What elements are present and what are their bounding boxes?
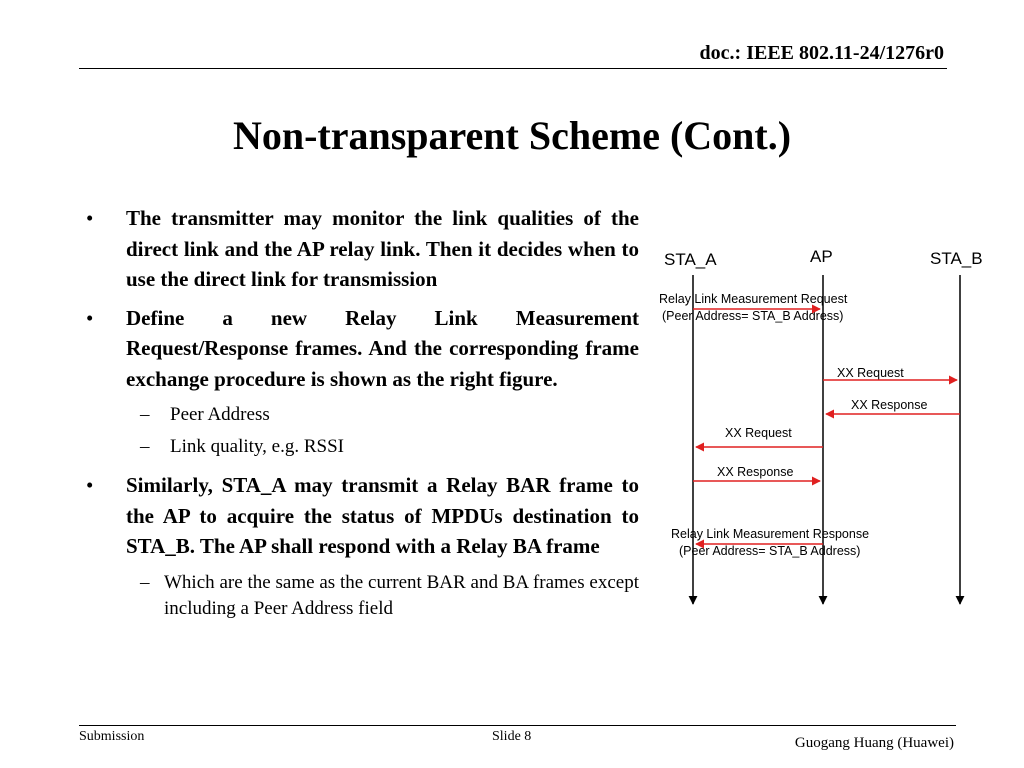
- rlm-response-label: Relay Link Measurement Response: [671, 527, 870, 541]
- xx-request-ap-stab-label: XX Request: [837, 366, 904, 380]
- bullet-marker: •: [86, 473, 94, 497]
- xx-request-ap-staa-label: XX Request: [725, 426, 792, 440]
- bullet-item: [86, 203, 639, 295]
- rlm-response-peer-label: (Peer Address= STA_B Address): [679, 544, 861, 558]
- entity-label-ap: AP: [810, 247, 833, 266]
- sequence-diagram: [650, 240, 1000, 620]
- bullet-item: [86, 303, 639, 395]
- sub-bullet-item: [86, 402, 639, 428]
- bullet-marker: •: [86, 305, 94, 330]
- bullet-text: Define a new Relay Link Measurement Request/Response frames. And the corresponding frame exchange procedure is shown as the right figure.: [126, 305, 639, 391]
- document-id: doc.: IEEE 802.11-24/1276r0: [699, 42, 944, 64]
- rlm-request-label: Relay Link Measurement Request: [659, 292, 848, 306]
- sub-bullet-text: Link quality, e.g. RSSI: [170, 436, 344, 457]
- sub-bullet-marker: –: [140, 404, 150, 425]
- bullet-text: The transmitter may monitor the link qualities of the direct link and the AP relay link. Then it decides when to use the direct link for transmission: [126, 206, 639, 291]
- header-divider: [79, 68, 947, 69]
- bullet-item: [86, 470, 639, 562]
- sub-bullet-item: [86, 570, 639, 622]
- rlm-request-peer-label: (Peer Address= STA_B Address): [662, 309, 844, 323]
- sub-bullet-text: Peer Address: [170, 404, 270, 425]
- slide-title: Non-transparent Scheme (Cont.): [232, 113, 792, 158]
- footer-slide-number: Slide 8: [492, 729, 532, 744]
- bullet-list: [86, 203, 639, 628]
- sub-bullet-text: Which are the same as the current BAR and BA frames except including a Peer Address field: [164, 571, 639, 619]
- sub-bullet-marker: –: [140, 436, 150, 457]
- sub-bullet-item: [86, 434, 639, 460]
- sub-bullet-marker: –: [140, 571, 150, 593]
- xx-response-stab-ap-label: XX Response: [851, 398, 928, 412]
- bullet-text: Similarly, STA_A may transmit a Relay BAR frame to the AP to acquire the status of MPDUs destination to STA_B. The AP shall respond with a Relay BA frame: [126, 473, 639, 558]
- bullet-marker: •: [86, 206, 94, 230]
- footer-divider: [79, 725, 956, 726]
- sequence-diagram-svg: [650, 240, 1000, 620]
- xx-response-staa-ap-label: XX Response: [717, 465, 794, 479]
- entity-label-sta-b: STA_B: [930, 249, 983, 268]
- footer-author: Guogang Huang (Huawei): [794, 735, 954, 751]
- footer-submission: Submission: [79, 729, 145, 744]
- entity-label-sta-a: STA_A: [664, 250, 717, 269]
